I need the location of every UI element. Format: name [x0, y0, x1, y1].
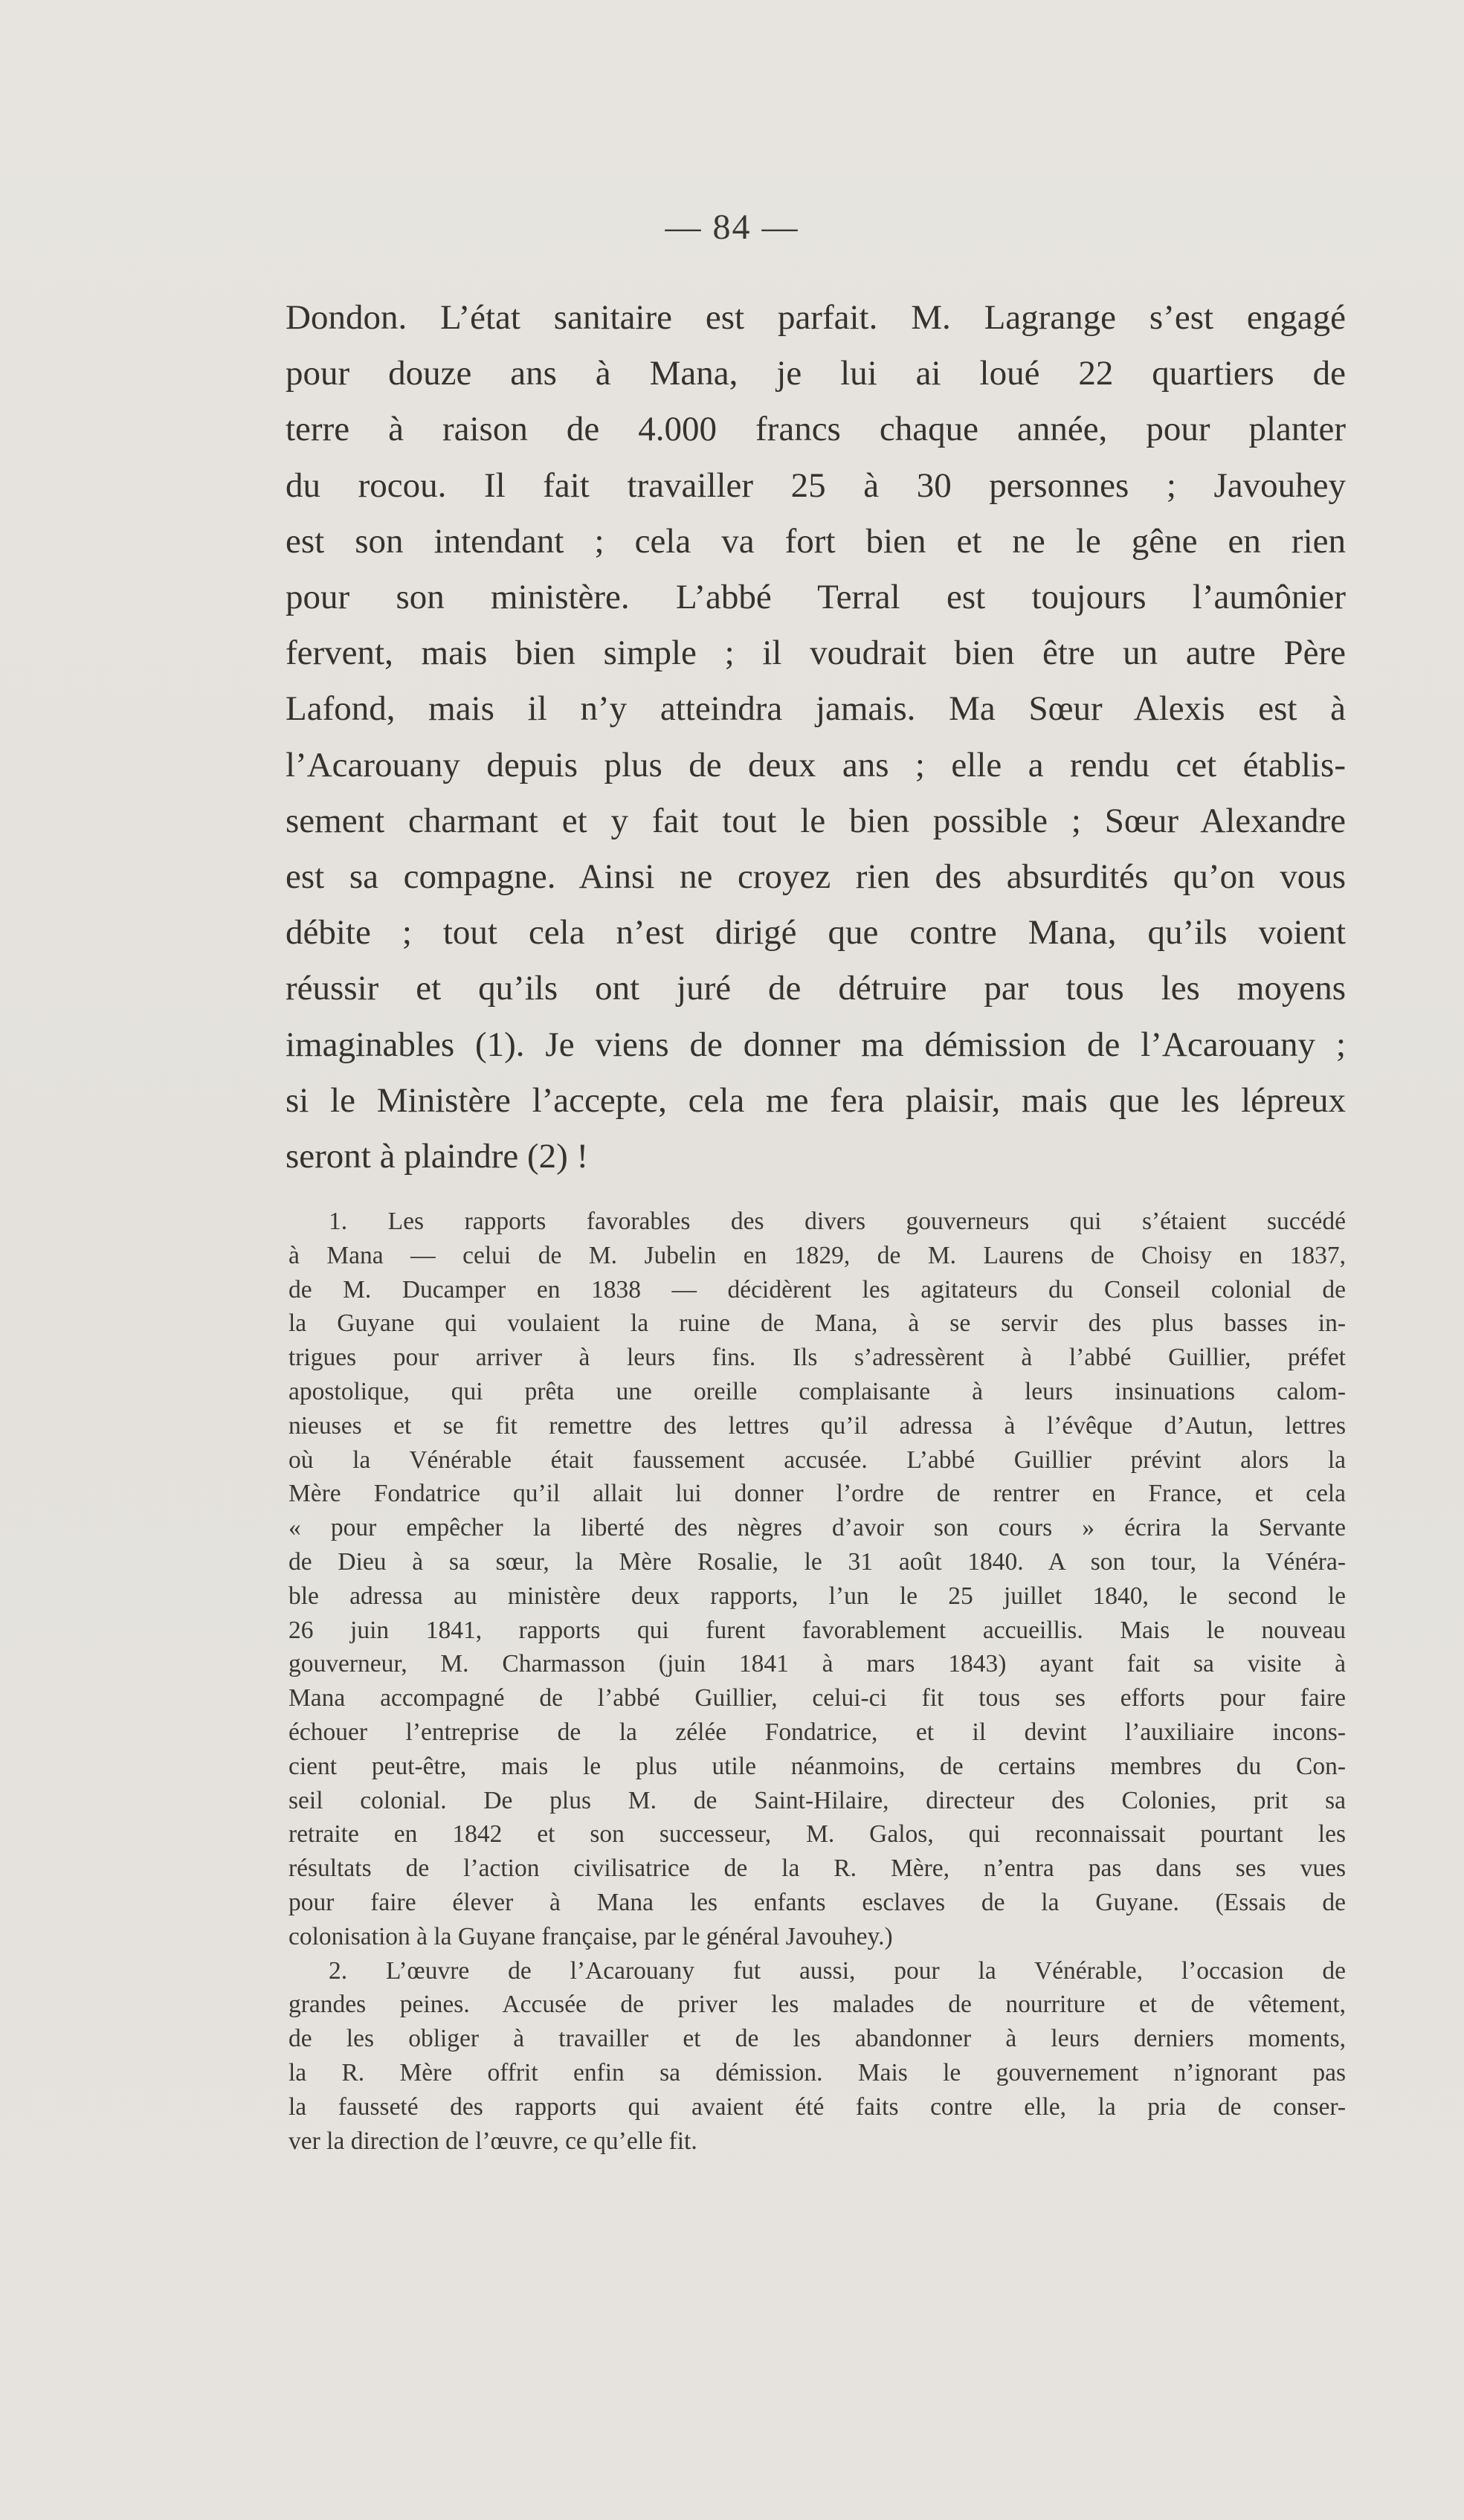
footnote-line: de M. Ducamper en 1838 — décidèrent les agitateurs du Conseil colonial de [288, 1275, 1346, 1303]
footnote-1 [288, 1205, 1346, 1954]
footnote-line: nieuses et se fit remettre des lettres qu’il adressa à l’évêque d’Autun, lettres [288, 1411, 1346, 1440]
footnote-line: cient peut-être, mais le plus utile néanmoins, de certains membres du Con- [288, 1752, 1346, 1780]
footnote-line: de Dieu à sa sœur, la Mère Rosalie, le 31 août 1840. A son tour, la Vénéra- [288, 1547, 1346, 1576]
footnote-line: colonisation à la Guyane française, par le général Javouhey.) [288, 1922, 893, 1950]
footnote-line: à Mana — celui de M. Jubelin en 1829, de M. Laurens de Choisy en 1837, [288, 1241, 1346, 1269]
footnote-line: retraite en 1842 et son successeur, M. Galos, qui reconnaissait pourtant les [288, 1820, 1346, 1849]
body-line: Lafond, mais il n’y atteindra jamais. Ma Sœur Alexis est à [286, 689, 1346, 729]
footnote-line: trigues pour arriver à leurs fins. Ils s’adressèrent à l’abbé Guillier, préfet [288, 1344, 1346, 1372]
footnote-line: grandes peines. Accusée de priver les malades de nourriture et de vêtement, [288, 1991, 1346, 2019]
footnote-line: où la Vénérable était faussement accusée. L’abbé Guillier prévint alors la [288, 1446, 1346, 1474]
footnote-line: gouverneur, M. Charmasson (juin 1841 à mars 1843) ayant fait sa visite à [288, 1650, 1346, 1678]
body-line: l’Acarouany depuis plus de deux ans ; elle a rendu cet établis- [286, 745, 1346, 784]
body-line: imaginables (1). Je viens de donner ma démission de l’Acarouany ; [286, 1025, 1346, 1064]
footnote-line: de les obliger à travailler et de les abandonner à leurs derniers moments, [288, 2025, 1346, 2053]
footnote-line: Mère Fondatrice qu’il allait lui donner l’ordre de rentrer en France, et cela [288, 1480, 1346, 1508]
body-line: du rocou. Il fait travailler 25 à 30 personnes ; Javouhey [286, 465, 1346, 505]
footnote-line: ver la direction de l’œuvre, ce qu’elle fit. [288, 2127, 697, 2155]
body-line: si le Ministère l’accepte, cela me fera plaisir, mais que les lépreux [286, 1080, 1346, 1120]
footnote-2 [288, 1954, 1346, 2159]
footnote-line: la R. Mère offrit enfin sa démission. Mais le gouvernement n’ignorant pas [288, 2058, 1346, 2086]
footnote-line: 2. L’œuvre de l’Acarouany fut aussi, pour la Vénérable, l’occasion de [329, 1956, 1346, 1985]
body-line: sement charmant et y fait tout le bien possible ; Sœur Alexandre [286, 801, 1346, 840]
body-line: est sa compagne. Ainsi ne croyez rien des absurdités qu’on vous [286, 857, 1346, 897]
body-paragraph [286, 290, 1346, 1185]
footnote-line: apostolique, qui prêta une oreille complaisante à leurs insinuations calom- [288, 1377, 1346, 1405]
body-line: débite ; tout cela n’est dirigé que contre Mana, qu’ils voient [286, 913, 1346, 953]
footnote-line: échouer l’entreprise de la zélée Fondatrice, et il devint l’auxiliaire incons- [288, 1718, 1346, 1746]
footnote-line: Mana accompagné de l’abbé Guillier, celui-ci fit tous ses efforts pour faire [288, 1684, 1346, 1712]
footnote-line: « pour empêcher la liberté des nègres d’avoir son cours » écrira la Servante [288, 1514, 1346, 1542]
body-line: Dondon. L’état sanitaire est parfait. M. Lagrange s’est engagé [286, 298, 1346, 337]
body-line: pour son ministère. L’abbé Terral est toujours l’aumônier [286, 578, 1346, 617]
body-line: seront à plaindre (2) ! [286, 1137, 589, 1176]
footnote-line: 26 juin 1841, rapports qui furent favorablement accueillis. Mais le nouveau [288, 1616, 1346, 1644]
footnote-line: la fausseté des rapports qui avaient été faits contre elle, la pria de conser- [288, 2092, 1346, 2121]
body-line: pour douze ans à Mana, je lui ai loué 22 quartiers de [286, 354, 1346, 393]
body-line: fervent, mais bien simple ; il voudrait bien être un autre Père [286, 634, 1346, 673]
body-line: terre à raison de 4.000 francs chaque année, pour planter [286, 410, 1346, 449]
footnote-line: 1. Les rapports favorables des divers gouverneurs qui s’étaient succédé [329, 1208, 1346, 1235]
page-number: — 84 — [665, 207, 799, 247]
footnote-line: seil colonial. De plus M. de Saint-Hilaire, directeur des Colonies, prit sa [288, 1786, 1346, 1814]
footnote-line: la Guyane qui voulaient la ruine de Mana, à se servir des plus basses in- [288, 1309, 1346, 1338]
footnote-line: résultats de l’action civilisatrice de la R. Mère, n’entra pas dans ses vues [288, 1854, 1346, 1883]
footnotes [288, 1205, 1346, 2158]
footnote-line: pour faire élever à Mana les enfants esclaves de la Guyane. (Essais de [288, 1888, 1346, 1916]
body-line: est son intendant ; cela va fort bien et ne le gêne en rien [286, 521, 1346, 561]
footnote-line: ble adressa au ministère deux rapports, l’un le 25 juillet 1840, le second le [288, 1582, 1346, 1610]
body-line: réussir et qu’ils ont juré de détruire par tous les moyens [286, 969, 1346, 1008]
